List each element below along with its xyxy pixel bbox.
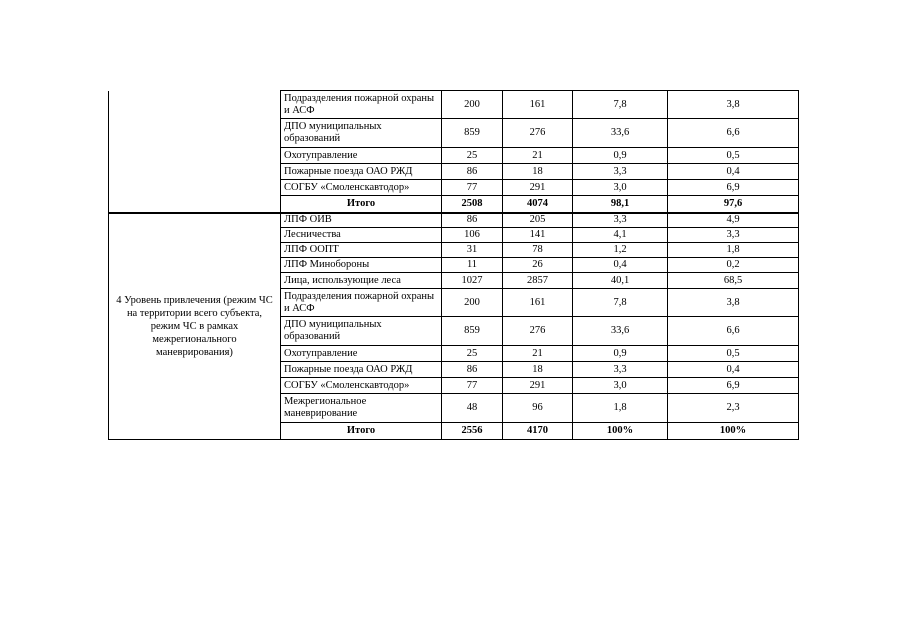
value-cell: 77 — [442, 180, 503, 196]
value-cell: 291 — [503, 180, 573, 196]
value-cell: 86 — [442, 213, 503, 228]
value-cell: 11 — [442, 258, 503, 273]
value-cell: 0,4 — [668, 362, 799, 378]
value-cell: 0,9 — [573, 148, 668, 164]
unit-name: Охотуправление — [281, 346, 442, 362]
value-cell: 68,5 — [668, 273, 799, 289]
value-cell: 33,6 — [573, 317, 668, 346]
value-cell: 3,3 — [573, 362, 668, 378]
value-cell: 3,3 — [573, 164, 668, 180]
value-cell: 161 — [503, 289, 573, 317]
unit-name: ДПО муниципальных образований — [281, 317, 442, 346]
unit-name: Лица, использующие леса — [281, 273, 442, 289]
value-cell: 18 — [503, 164, 573, 180]
value-cell: 26 — [503, 258, 573, 273]
total-value: 4074 — [503, 196, 573, 213]
value-cell: 4,1 — [573, 228, 668, 243]
value-cell: 6,9 — [668, 180, 799, 196]
value-cell: 7,8 — [573, 91, 668, 119]
value-cell: 3,3 — [573, 213, 668, 228]
value-cell: 0,4 — [668, 164, 799, 180]
value-cell: 291 — [503, 378, 573, 394]
value-cell: 1027 — [442, 273, 503, 289]
table-row — [109, 91, 799, 119]
value-cell: 6,9 — [668, 378, 799, 394]
value-cell: 0,2 — [668, 258, 799, 273]
value-cell: 0,5 — [668, 148, 799, 164]
level-cell: 4 Уровень привлечения (режим ЧС на территории всего субъекта, режим ЧС в рамках межрегионального маневрирования) — [109, 213, 281, 440]
total-label: Итого — [281, 423, 442, 440]
value-cell: 77 — [442, 378, 503, 394]
value-cell: 200 — [442, 91, 503, 119]
value-cell: 276 — [503, 119, 573, 148]
value-cell: 0,9 — [573, 346, 668, 362]
value-cell: 6,6 — [668, 317, 799, 346]
value-cell: 1,8 — [573, 394, 668, 423]
value-cell: 2857 — [503, 273, 573, 289]
value-cell: 0,5 — [668, 346, 799, 362]
total-value: 2556 — [442, 423, 503, 440]
unit-name: ЛПФ ОИВ — [281, 213, 442, 228]
value-cell: 3,3 — [668, 228, 799, 243]
value-cell: 21 — [503, 148, 573, 164]
total-value: 100% — [668, 423, 799, 440]
total-value: 97,6 — [668, 196, 799, 213]
total-value: 2508 — [442, 196, 503, 213]
level-cell — [109, 91, 281, 213]
value-cell: 6,6 — [668, 119, 799, 148]
value-cell: 96 — [503, 394, 573, 423]
value-cell: 40,1 — [573, 273, 668, 289]
value-cell: 21 — [503, 346, 573, 362]
value-cell: 18 — [503, 362, 573, 378]
value-cell: 4,9 — [668, 213, 799, 228]
total-value: 4170 — [503, 423, 573, 440]
value-cell: 859 — [442, 317, 503, 346]
value-cell: 78 — [503, 243, 573, 258]
value-cell: 0,4 — [573, 258, 668, 273]
value-cell: 2,3 — [668, 394, 799, 423]
value-cell: 48 — [442, 394, 503, 423]
forces-table — [108, 90, 799, 440]
value-cell: 33,6 — [573, 119, 668, 148]
unit-name: Подразделения пожарной охраны и АСФ — [281, 289, 442, 317]
value-cell: 205 — [503, 213, 573, 228]
unit-name: СОГБУ «Смоленскавтодор» — [281, 180, 442, 196]
unit-name: ДПО муниципальных образований — [281, 119, 442, 148]
value-cell: 1,8 — [668, 243, 799, 258]
value-cell: 86 — [442, 164, 503, 180]
value-cell: 25 — [442, 148, 503, 164]
table-row — [109, 213, 799, 228]
unit-name: Пожарные поезда ОАО РЖД — [281, 164, 442, 180]
value-cell: 141 — [503, 228, 573, 243]
unit-name: ЛПФ Минобороны — [281, 258, 442, 273]
value-cell: 7,8 — [573, 289, 668, 317]
total-value: 98,1 — [573, 196, 668, 213]
unit-name: Межрегиональное маневрирование — [281, 394, 442, 423]
value-cell: 3,0 — [573, 180, 668, 196]
value-cell: 200 — [442, 289, 503, 317]
value-cell: 3,0 — [573, 378, 668, 394]
value-cell: 106 — [442, 228, 503, 243]
value-cell: 86 — [442, 362, 503, 378]
total-value: 100% — [573, 423, 668, 440]
value-cell: 3,8 — [668, 91, 799, 119]
value-cell: 3,8 — [668, 289, 799, 317]
value-cell: 1,2 — [573, 243, 668, 258]
unit-name: Пожарные поезда ОАО РЖД — [281, 362, 442, 378]
unit-name: Подразделения пожарной охраны и АСФ — [281, 91, 442, 119]
value-cell: 859 — [442, 119, 503, 148]
value-cell: 276 — [503, 317, 573, 346]
value-cell: 31 — [442, 243, 503, 258]
value-cell: 25 — [442, 346, 503, 362]
unit-name: Охотуправление — [281, 148, 442, 164]
total-label: Итого — [281, 196, 442, 213]
value-cell: 161 — [503, 91, 573, 119]
unit-name: ЛПФ ООПТ — [281, 243, 442, 258]
unit-name: СОГБУ «Смоленскавтодор» — [281, 378, 442, 394]
unit-name: Лесничества — [281, 228, 442, 243]
